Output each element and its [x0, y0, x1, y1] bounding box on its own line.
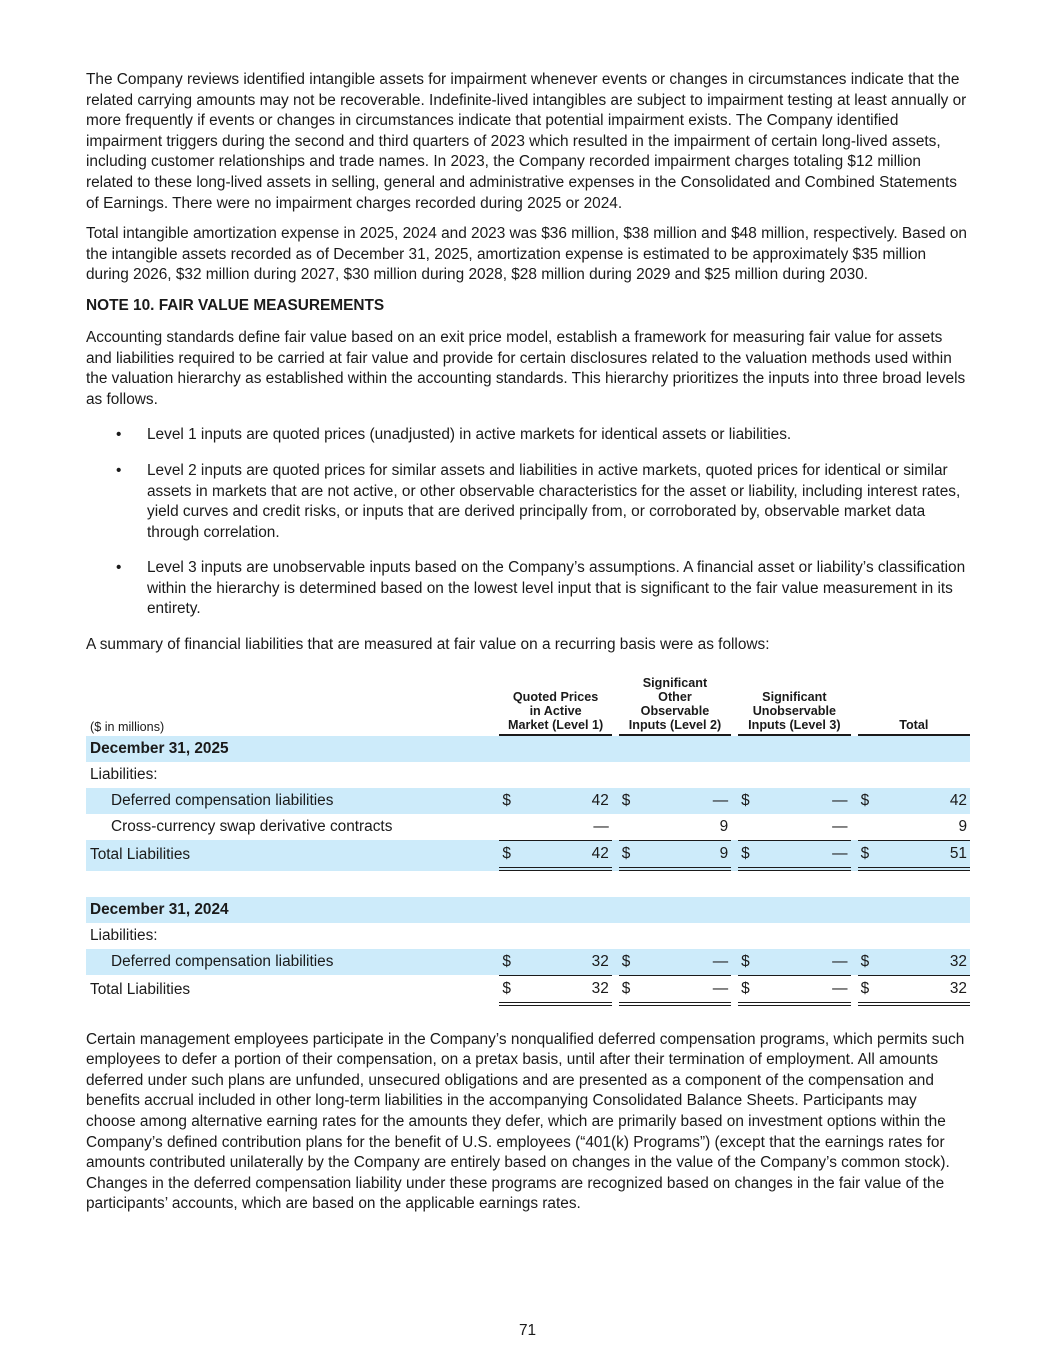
deferred-comp-paragraph: Certain management employees participate in the Company’s nonqualified deferred compensation programs, which permits such employees to defer a portion of their compensation, on a pretax basis, until after their termination of employment. All amounts deferred under such plans are unfunded, unsecured obligations and are presented as a component of the compensation and benefits accrual included in other long-term liabilities in the accompanying Consolidated Balance Sheets. Participants may choose among alternative earning rates for the amounts they defer, which are primarily based on investment options within the Company’s defined contribution plans for the benefit of U.S. employees (“401(k) Programs”) (except that the earnings rates for amounts contributed unilaterally by the Company are entirely based on changes in the value of the Company’s common stock). Changes in the deferred compensation liability under these programs are recognized based on changes in the fair value of the participants’ accounts, which are based on the applicable earnings rates. — [86, 1030, 965, 1213]
header-level-3: Significant Unobservable Inputs (Level 3) — [738, 676, 850, 736]
unit-label: ($ in millions) — [90, 719, 165, 734]
note-heading: NOTE 10. FAIR VALUE MEASUREMENTS — [86, 296, 385, 314]
fair-value-table — [86, 676, 970, 1006]
level-bullet-list — [86, 425, 970, 620]
standards-paragraph: Accounting standards define fair value based on an exit price model, establish a framework for measuring fair value for assets and liabilities required to be carried at fair value and provide for certain disclosures related to the valuation methods used within the valuation hierarchy as established within the accounting standards. This hierarchy prioritizes the inputs into three broad levels as follows. — [86, 328, 966, 408]
group-label-row: Liabilities: — [90, 926, 158, 944]
bullet-level-2: • Level 2 inputs are quoted prices for similar assets and liabilities in active markets, quoted prices for identical or similar assets in markets that are not active, or other observable characteristics for the asset or liability, including interest rates, yield curves and credit risks, or inputs that are derived principally from, or corroborated by, observable market data through correlation. — [116, 461, 961, 541]
header-level-2: Significant Other Observable Inputs (Level 2) — [619, 676, 731, 736]
bullet-level-3: • Level 3 inputs are unobservable inputs based on the Company’s assumptions. A financial asset or liability’s classification within the hierarchy is determined based on the lowest level input that is significant to the fair value measurement in its entirety. — [116, 559, 966, 618]
document-page — [86, 70, 970, 1225]
amortization-paragraph: Total intangible amortization expense in 2025, 2024 and 2023 was $36 million, $38 million and $48 million, respectively. Based on the intangible assets recorded as of December 31, 2025, amortization expense is estimated to be approximately $35 million during 2026, $32 million during 2027, $30 million during 2028, $28 million during 2029 and $25 million during 2030. — [86, 225, 967, 284]
bullet-icon: • — [116, 559, 122, 577]
bullet-icon: • — [116, 426, 122, 444]
header-level-1: Quoted Prices in Active Market (Level 1) — [499, 676, 611, 736]
summary-intro: A summary of financial liabilities that are measured at fair value on a recurring basis were as follows: — [86, 636, 770, 654]
header-total: Total — [858, 676, 970, 736]
total-row: Total Liabilities $ 42 $ 9 $ — $ 51 — [86, 840, 970, 871]
total-row: Total Liabilities $ 32 $ — $ — $ 32 — [86, 975, 970, 1006]
bullet-icon: • — [116, 461, 122, 479]
table-row: Cross-currency swap derivative contracts — 9 — 9 — [111, 817, 967, 835]
group-label-row: Liabilities: — [90, 765, 158, 783]
table-header-row — [86, 676, 970, 736]
section-date-row: December 31, 2024 — [86, 897, 970, 923]
bullet-level-1: • Level 1 inputs are quoted prices (unadjusted) in active markets for identical assets or liabilities. — [86, 425, 970, 446]
table-row: Deferred compensation liabilities $ 42 $ — $ — $ 42 — [86, 788, 970, 814]
table-row: Deferred compensation liabilities $ 32 $ — $ — $ 32 — [86, 949, 970, 975]
section-date-row: December 31, 2025 — [86, 736, 970, 762]
page-number: 71 — [518, 1322, 537, 1339]
impairment-paragraph: The Company reviews identified intangible assets for impairment whenever events or changes in circumstances indicate that the related carrying amounts may not be recoverable. Indefinite-lived intangibles are subject to impairment testing at least annually or more frequently if events or changes in circumstances indicate that potential impairment exists. The Company identified impairment triggers during the second and third quarters of 2023 which resulted in the impairment of certain long-lived assets, including customer relationships and trade names. In 2023, the Company recorded impairment charges totaling $12 million related to these long-lived assets in selling, general and administrative expenses in the Consolidated and Combined Statements of Earnings. There were no impairment charges recorded during 2025 or 2024. — [86, 71, 967, 212]
